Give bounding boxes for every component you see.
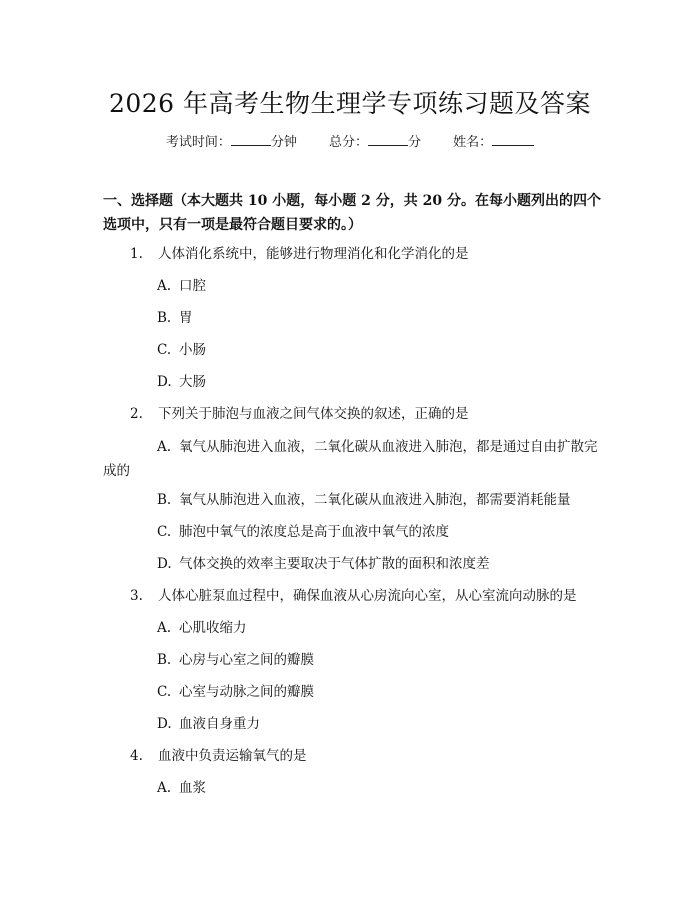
option-letter: B.	[157, 310, 172, 326]
exam-time-blank[interactable]	[231, 133, 271, 146]
option-c[interactable]	[103, 521, 603, 553]
option-text: 口腔	[179, 278, 206, 294]
total-score-blank[interactable]	[368, 133, 408, 146]
option-text: 血液自身重力	[179, 716, 260, 732]
option-letter: A.	[157, 620, 172, 636]
section-heading: 一、选择题（本大题共 10 小题，每小题 2 分，共 20 分。在每小题列出的四个选项中，只有一项是最符合题目要求的。）	[103, 193, 601, 233]
option-a[interactable]	[103, 275, 603, 307]
question-list	[103, 243, 603, 809]
option-letter: C.	[157, 684, 172, 700]
option-text: 小肠	[179, 342, 206, 358]
page-title: 2026 年高考生物生理学专项练习题及答案	[108, 89, 592, 118]
question-text: 下列关于肺泡与血液之间气体交换的叙述，正确的是	[158, 406, 469, 422]
option-letter: B.	[157, 492, 172, 508]
option-a[interactable]	[103, 777, 603, 809]
option-text: 气体交换的效率主要取决于气体扩散的面积和浓度差	[179, 556, 490, 572]
question-4	[103, 745, 603, 809]
question-text: 血液中负责运输氧气的是	[158, 748, 307, 764]
option-letter: A.	[157, 780, 172, 796]
question-3	[103, 585, 603, 745]
question-number: 4.	[130, 748, 143, 764]
question-stem	[103, 745, 603, 777]
option-text: 氧气从肺泡进入血液，二氧化碳从血液进入肺泡，都是通过自由扩散完成的	[103, 439, 598, 479]
option-d[interactable]	[103, 553, 603, 585]
student-name-field	[453, 131, 534, 150]
exam-time-field	[166, 131, 297, 150]
total-score-field	[329, 131, 421, 150]
option-text: 氧气从肺泡进入血液，二氧化碳从血液进入肺泡，都需要消耗能量	[179, 492, 571, 508]
question-stem	[103, 585, 603, 617]
question-1	[103, 243, 603, 403]
exam-meta-row	[0, 131, 700, 150]
question-text: 人体消化系统中，能够进行物理消化和化学消化的是	[158, 246, 469, 262]
question-text: 人体心脏泵血过程中，确保血液从心房流向心室，从心室流向动脉的是	[158, 588, 577, 604]
option-d[interactable]	[103, 371, 603, 403]
option-c[interactable]	[103, 681, 603, 713]
option-text: 心室与动脉之间的瓣膜	[179, 684, 314, 700]
exam-time-label: 考试时间：	[165, 135, 231, 150]
student-name-label: 姓名：	[453, 135, 493, 150]
option-text: 肺泡中氧气的浓度总是高于血液中氧气的浓度	[179, 524, 449, 540]
option-c[interactable]	[103, 339, 603, 371]
option-text: 血浆	[179, 780, 206, 796]
option-a[interactable]	[103, 617, 603, 649]
total-score-label: 总分：	[328, 135, 368, 150]
option-letter: D.	[157, 556, 172, 572]
question-number: 2.	[130, 406, 143, 422]
option-b[interactable]	[103, 649, 603, 681]
exam-time-unit: 分钟	[270, 135, 297, 150]
option-letter: D.	[157, 374, 172, 390]
option-text: 心房与心室之间的瓣膜	[179, 652, 314, 668]
option-text: 胃	[179, 310, 193, 326]
student-name-blank[interactable]	[492, 133, 534, 146]
option-letter: B.	[157, 652, 172, 668]
option-letter: D.	[157, 716, 172, 732]
option-text: 大肠	[179, 374, 206, 390]
option-d[interactable]	[103, 713, 603, 745]
option-letter: C.	[157, 342, 172, 358]
option-letter: A.	[157, 278, 172, 294]
question-stem	[103, 243, 603, 275]
option-b[interactable]	[103, 307, 603, 339]
option-a[interactable]	[103, 435, 603, 489]
option-text: 心肌收缩力	[179, 620, 247, 636]
question-stem	[103, 403, 603, 435]
question-number: 3.	[130, 588, 143, 604]
question-2	[103, 403, 603, 585]
option-letter: C.	[157, 524, 172, 540]
total-score-unit: 分	[408, 135, 422, 150]
option-letter: A.	[157, 439, 172, 455]
question-number: 1.	[130, 246, 143, 262]
option-b[interactable]	[103, 489, 603, 521]
